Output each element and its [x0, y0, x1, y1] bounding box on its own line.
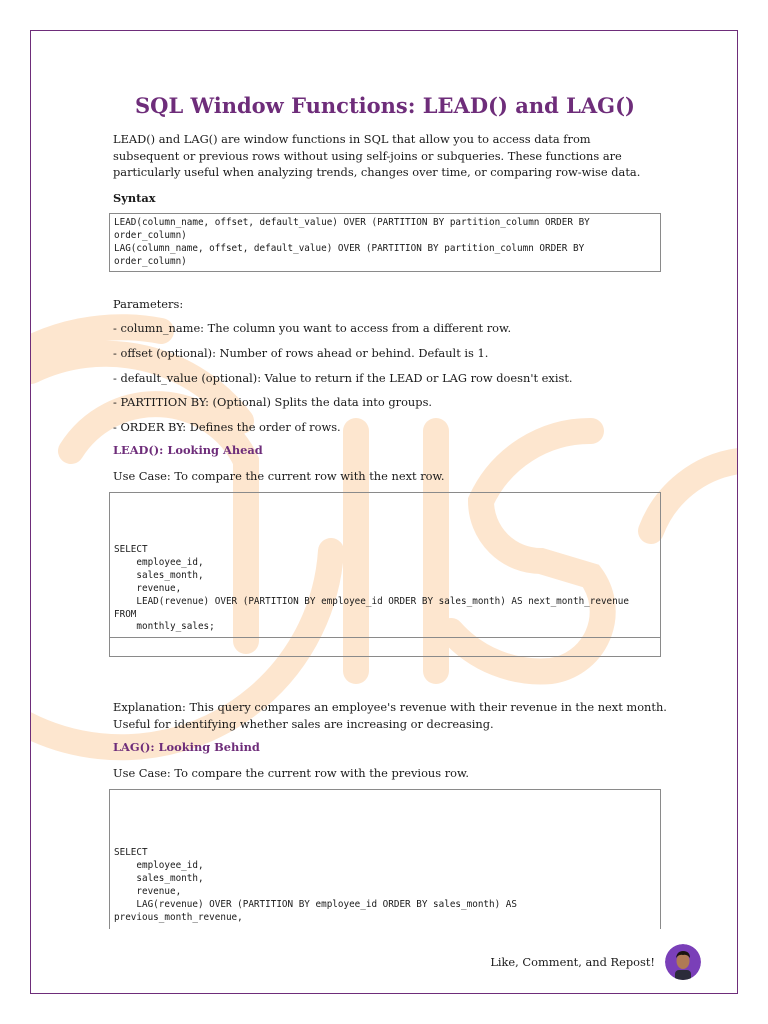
- parameters-heading: Parameters:: [113, 297, 184, 311]
- author-avatar: [665, 944, 701, 980]
- syntax-code-block: [109, 213, 661, 272]
- parameter-offset: - offset (optional): Number of rows ahead or behind. Default is 1.: [113, 346, 489, 360]
- parameter-column-name: - column_name: The column you want to access from a different row.: [113, 321, 512, 335]
- lead-explanation: Explanation: This query compares an employee's revenue with their revenue in the next month. Useful for identifying whether sales are increasing or decreasing.: [113, 700, 667, 731]
- lead-code: SELECT employee_id, sales_month, revenue, LEAD(revenue) OVER (PARTITION BY employee_id ORDER BY sales_month) AS next_month_revenue FROM monthly_sales;: [114, 544, 629, 633]
- lead-use-case: Use Case: To compare the current row with the next row.: [113, 469, 445, 483]
- footer-call-to-action: Like, Comment, and Repost!: [490, 955, 655, 969]
- parameter-order-by: - ORDER BY: Defines the order of rows.: [113, 420, 341, 434]
- lead-code-block: [109, 492, 661, 657]
- code-divider: [110, 637, 660, 638]
- page-title: SQL Window Functions: LEAD() and LAG(): [135, 93, 635, 118]
- lead-heading: LEAD(): Looking Ahead: [113, 443, 263, 457]
- lag-heading: LAG(): Looking Behind: [113, 740, 260, 754]
- syntax-heading: Syntax: [113, 191, 156, 205]
- page-frame: [30, 30, 738, 994]
- parameter-partition-by: - PARTITION BY: (Optional) Splits the data into groups.: [113, 395, 433, 409]
- lag-code-block: [109, 789, 661, 929]
- lag-code: SELECT employee_id, sales_month, revenue, LAG(revenue) OVER (PARTITION BY employee_id ORDER BY sales_month) AS previous_month_revenue,: [114, 847, 517, 923]
- syntax-code: LEAD(column_name, offset, default_value) OVER (PARTITION BY partition_column ORDER BY order_column) LAG(column_name, offset, default_value) OVER (PARTITION BY partition_column ORDER BY order_column): [114, 217, 590, 267]
- intro-paragraph: LEAD() and LAG() are window functions in SQL that allow you to access data from subsequent or previous rows without using self-joins or subqueries. These functions are particularly useful when analyzing trends, changes over time, or comparing row-wise data.: [113, 132, 641, 179]
- parameter-default-value: - default_value (optional): Value to return if the LEAD or LAG row doesn't exist.: [113, 371, 573, 385]
- lag-use-case: Use Case: To compare the current row with the previous row.: [113, 766, 470, 780]
